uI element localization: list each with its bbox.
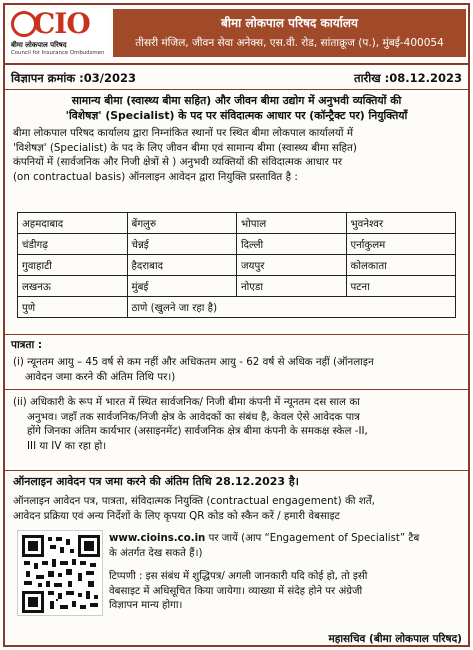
eligibility-label: पात्रता : xyxy=(11,339,43,351)
website-line xyxy=(109,532,462,547)
logo-english-text: Council for Insurance Ombudsmen xyxy=(11,50,105,56)
office-title: बीमा लोकपाल परिषद कार्यालय xyxy=(221,16,358,30)
city-cell: पटना xyxy=(346,276,456,297)
city-cell: अहमदाबाद xyxy=(18,213,128,234)
eligibility-line: आवेदन जमा करने की अंतिम तिथि पर।) xyxy=(25,370,176,383)
last-date-divider xyxy=(5,470,468,471)
header-band xyxy=(113,9,466,57)
logo-letters: CIO xyxy=(33,7,90,40)
table-row xyxy=(18,234,456,255)
website-link[interactable]: www.cioins.co.in xyxy=(109,533,206,544)
city-cell: चेन्नई xyxy=(127,234,237,255)
note-line: विज्ञापन मान्य होगा। xyxy=(109,600,183,612)
note-line: टिप्पणी : इस संबंध में शुद्धिपत्र/ अगली जानकारी यदि कोई हो, तो इसी xyxy=(109,571,368,582)
advt-number: विज्ञापन क्रमांक :03/2023 xyxy=(11,71,136,85)
title-line-2: 'विशेषज्ञ' (Specialist) के पद पर संविदात्मक आधार पर (कॉन्ट्रैक्ट पर) नियुक्तियाँ xyxy=(65,109,408,122)
meta-divider xyxy=(5,89,468,90)
city-cell: बेंगलुरु xyxy=(127,213,237,234)
advertisement-frame xyxy=(3,3,470,647)
cio-logo xyxy=(9,9,109,57)
city-cell: हैदराबाद xyxy=(127,255,237,276)
eligibility-line: III या IV का रहा हो। xyxy=(27,439,107,452)
eligibility-age xyxy=(13,355,462,384)
intro-paragraph xyxy=(13,126,462,184)
table-row xyxy=(18,213,456,234)
advt-date: तारीख :08.12.2023 xyxy=(354,71,462,85)
city-cell: चंडीगढ़ xyxy=(18,234,128,255)
eligibility-line: (i) न्यूनतम आयु – 45 वर्ष से कम नहीं और अधिकतम आयु - 62 वर्ष से अधिक नहीं (ऑनलाइन xyxy=(13,356,374,368)
eligibility-experience xyxy=(13,395,462,453)
cities-table xyxy=(17,212,456,318)
signature: महासचिव (बीमा लोकपाल परिषद) xyxy=(328,633,462,645)
city-cell: जयपुर xyxy=(237,255,347,276)
note-line: वेबसाइट में अधिसूचित किया जायेगा। व्याख्या में संदेह होने पर अंग्रेजी xyxy=(109,585,363,597)
city-cell: मुंबई xyxy=(127,276,237,297)
website-paragraph xyxy=(109,532,462,561)
city-cell: दिल्ली xyxy=(237,234,347,255)
eligibility-line: अनुभव। जहाँ तक सार्वजनिक/निजी क्षेत्र के आवेदकों का संबंध है, केवल ऐसे आवेदक पात्र xyxy=(27,410,360,423)
city-cell: गुवाहाटी xyxy=(18,255,128,276)
website-line-2: के अंतर्गत देख सकते हैं।) xyxy=(109,547,203,559)
city-cell: भुवनेश्वर xyxy=(346,213,456,234)
logo-hindi-text: बीमा लोकपाल परिषद xyxy=(11,41,67,49)
header-divider xyxy=(5,63,468,65)
last-date-text: ऑनलाइन आवेदन पत्र जमा करने की अंतिम तिथि 28.12.2023 है। xyxy=(13,475,299,488)
office-address: तीसरी मंजिल, जीवन सेवा अनेक्स, एस.वी. रोड, सांताक्रूज (प.), मुंबई-400054 xyxy=(135,37,444,49)
header xyxy=(5,5,468,61)
table-row xyxy=(18,276,456,297)
qr-code[interactable] xyxy=(17,530,103,616)
eligibility-line: (ii) अधिकारी के रूप में भारत में स्थित सार्वजनिक/ निजी बीमा कंपनी में न्यूनतम दस साल का xyxy=(13,396,360,408)
city-cell: एर्नाकुलम xyxy=(346,234,456,255)
instructions-paragraph xyxy=(13,494,462,523)
instruction-line: ऑनलाइन आवेदन पत्र, पात्रता, संविदात्मक नियुक्ति (contractual engagement) की शर्तें, xyxy=(13,495,375,507)
instruction-line: आवेदन प्रक्रिया एवं अन्य निर्देशों के लिए कृपया QR कोड को स्कैन करें / हमारी वेबसाइट xyxy=(13,509,340,522)
website-line-text: पर जायें (आप “Engagement of Specialist” टैब xyxy=(205,533,420,544)
intro-line: 'विशेषज्ञ' (Specialist) के पद के लिए जीवन बीमा एवं सामान्य बीमा (स्वास्थ्य बीमा सहित) xyxy=(13,141,357,154)
city-cell: भोपाल xyxy=(237,213,347,234)
intro-line: (on contractual basis) ऑनलाइन आवेदन द्वारा नियुक्ति प्रस्तावित है : xyxy=(13,170,298,183)
page-title xyxy=(13,93,460,123)
table-row xyxy=(18,255,456,276)
note-paragraph xyxy=(109,570,462,614)
table-divider xyxy=(5,334,468,335)
intro-line: बीमा लोकपाल परिषद कार्यालय द्वारा निम्नांकित स्थानों पर स्थित बीमा लोकपाल कार्यालयों में xyxy=(13,127,353,139)
city-cell: कोलकाता xyxy=(346,255,456,276)
qr-code-icon xyxy=(22,535,100,613)
city-cell: पुणे xyxy=(18,297,128,318)
table-row xyxy=(18,297,456,318)
city-cell: नोएडा xyxy=(237,276,347,297)
eligibility-line: होंगे जिनका अंतिम कार्यभार (असाइनमेंट) सार्वजनिक क्षेत्र बीमा कंपनी के समकक्ष स्केल -II, xyxy=(27,425,368,438)
city-cell: ठाणे (खुलने जा रहा है) xyxy=(127,297,456,318)
eligibility-divider xyxy=(5,389,468,390)
city-cell: लखनऊ xyxy=(18,276,128,297)
intro-line: कंपनियों में (सार्वजनिक और निजी क्षेत्रों से ) अनुभवी व्यक्तियों की संविदात्मक आधार पर xyxy=(13,156,343,169)
title-line-1: सामान्य बीमा (स्वास्थ्य बीमा सहित) और जीवन बीमा उद्योग में अनुभवी व्यक्तियों की xyxy=(71,94,402,107)
